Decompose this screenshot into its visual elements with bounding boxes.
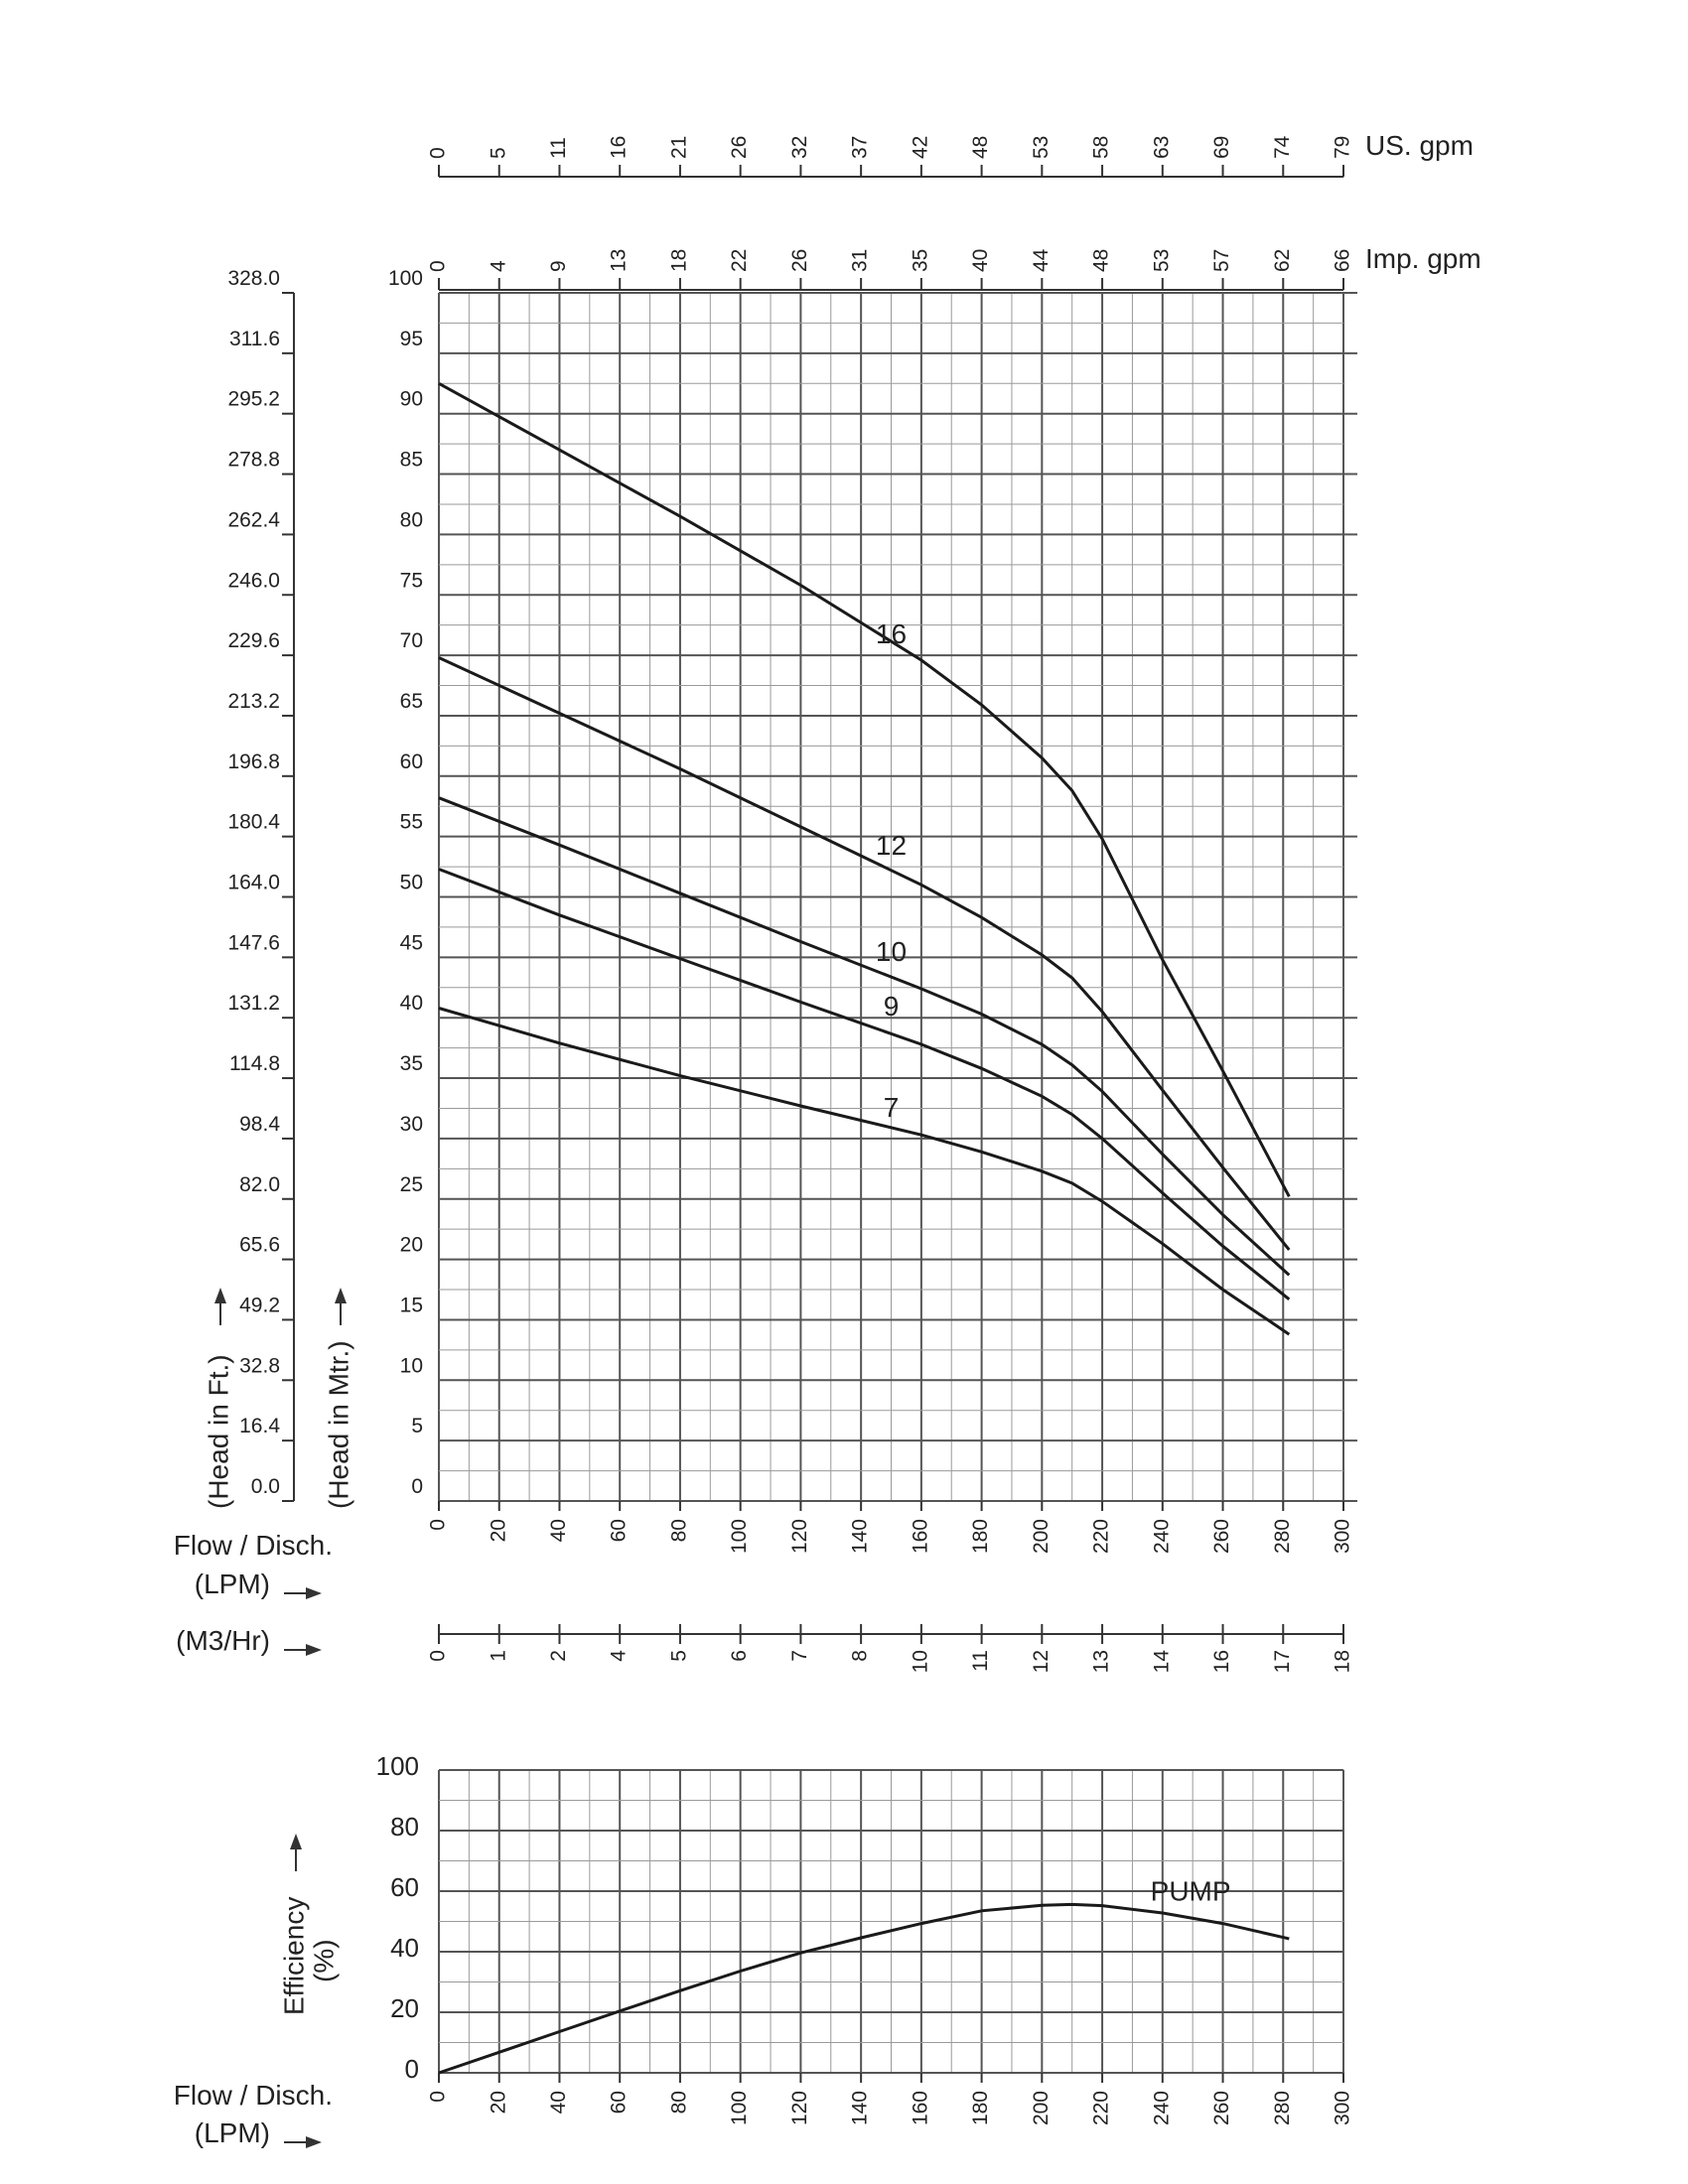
- flow-m3hr-tick-label: 5: [667, 1650, 691, 1662]
- us-gpm-tick-label: 16: [607, 135, 631, 159]
- imp-gpm-tick-label: 66: [1331, 248, 1354, 272]
- head-ft-tick-label: 114.8: [229, 1052, 280, 1076]
- efficiency-flow-tick-label: 280: [1270, 2091, 1294, 2126]
- head-mtr-tick-label: 50: [399, 871, 423, 894]
- head-ft-tick-label: 196.8: [227, 750, 280, 773]
- head-ft-tick-label: 98.4: [239, 1112, 280, 1136]
- head-ft-tick-label: 295.2: [227, 387, 280, 411]
- head-ft-tick-label: 32.8: [239, 1354, 280, 1378]
- efficiency-flow-tick-label: 200: [1029, 2091, 1053, 2126]
- flow-m3hr-title: (M3/Hr): [176, 1625, 270, 1656]
- head-mtr-tick-label: 75: [399, 569, 423, 593]
- efficiency-flow-tick-label: 240: [1150, 2091, 1174, 2126]
- flow-axis-unit: (LPM): [194, 1569, 270, 1599]
- imp-gpm-tick-label: 31: [848, 248, 872, 272]
- flow-lpm-tick-label: 140: [848, 1519, 872, 1555]
- us-gpm-axis: [427, 130, 1474, 177]
- us-gpm-tick-label: 69: [1210, 135, 1234, 159]
- head-ft-tick-label: 213.2: [227, 689, 280, 713]
- flow-m3hr-tick-label: 17: [1270, 1650, 1294, 1674]
- us-gpm-tick-label: 11: [547, 137, 571, 159]
- head-mtr-tick-label: 60: [399, 750, 423, 773]
- head-ft-axis: [227, 267, 294, 1501]
- head-grid: [439, 293, 1357, 1501]
- head-mtr-axis: [388, 267, 423, 1498]
- efficiency-tick-label: 0: [404, 2053, 419, 2084]
- head-ft-tick-label: 82.0: [239, 1172, 280, 1196]
- imp-gpm-tick-label: 4: [487, 260, 510, 272]
- efficiency-flow-tick-label: 40: [547, 2091, 571, 2115]
- efficiency-flow-tick-label: 140: [848, 2091, 872, 2126]
- head-ft-title: (Head in Ft.): [203, 1354, 234, 1509]
- efficiency-flow-unit: (LPM): [194, 2117, 270, 2148]
- flow-m3hr-tick-label: 1: [487, 1650, 510, 1662]
- curve-label-10: 10: [875, 936, 908, 968]
- efficiency-flow-tick-label: 20: [487, 2091, 510, 2115]
- head-mtr-tick-label: 15: [399, 1294, 423, 1317]
- head-mtr-tick-label: 0: [411, 1475, 423, 1498]
- efficiency-flow-tick-label: 220: [1089, 2091, 1113, 2126]
- us-gpm-tick-label: 48: [969, 135, 993, 159]
- efficiency-flow-tick-label: 260: [1210, 2091, 1234, 2126]
- flow-m3hr-tick-label: 13: [1089, 1650, 1113, 1674]
- flow-lpm-tick-label: 100: [728, 1519, 752, 1555]
- head-ft-tick-label: 229.6: [227, 629, 280, 653]
- flow-m3hr-tick-label: 8: [848, 1650, 872, 1662]
- imp-gpm-tick-label: 53: [1150, 248, 1174, 272]
- efficiency-flow-arrow-head: [306, 2136, 322, 2148]
- curve-label-9: 9: [883, 990, 900, 1022]
- head-ft-arrow-head: [214, 1288, 226, 1303]
- efficiency-flow-title: Flow / Disch.: [173, 2080, 333, 2111]
- efficiency-tick-label: 20: [390, 1992, 419, 2023]
- curve-label-7: 7: [883, 1091, 900, 1123]
- efficiency-tick-label: 40: [390, 1932, 419, 1963]
- head-ft-tick-label: 0.0: [250, 1475, 280, 1498]
- flow-lpm-tick-label: 220: [1089, 1519, 1113, 1555]
- head-ft-tick-label: 49.2: [239, 1294, 280, 1317]
- us-gpm-tick-label: 42: [909, 135, 932, 159]
- flow-m3hr-tick-label: 4: [607, 1650, 631, 1662]
- flow-m3hr-arrow-head: [306, 1644, 322, 1656]
- imp-gpm-tick-label: 0: [426, 260, 450, 272]
- imp-gpm-tick-label: 44: [1029, 248, 1053, 272]
- flow-m3hr-tick-label: 7: [787, 1650, 811, 1662]
- head-ft-tick-label: 311.6: [229, 327, 280, 350]
- efficiency-flow-tick-label: 300: [1331, 2091, 1354, 2126]
- flow-m3hr-tick-label: 16: [1210, 1650, 1234, 1674]
- head-ft-tick-label: 328.0: [227, 267, 280, 290]
- head-mtr-title: (Head in Mtr.): [323, 1340, 354, 1509]
- imp-gpm-tick-label: 62: [1270, 248, 1294, 272]
- us-gpm-tick-label: 21: [667, 135, 691, 159]
- efficiency-unit: (%): [308, 1939, 340, 1982]
- imp-gpm-tick-label: 40: [969, 248, 993, 272]
- head-ft-tick-label: 246.0: [227, 569, 280, 593]
- flow-lpm-arrow-head: [306, 1587, 322, 1599]
- head-mtr-tick-label: 65: [399, 689, 423, 713]
- flow-lpm-tick-label: 160: [909, 1519, 932, 1555]
- head-ft-tick-label: 278.8: [227, 448, 280, 472]
- head-ft-tick-label: 180.4: [227, 810, 280, 834]
- flow-m3hr-tick-label: 10: [909, 1650, 932, 1674]
- imp-gpm-label: Imp. gpm: [1365, 243, 1481, 274]
- flow-lpm-tick-label: 20: [487, 1519, 510, 1543]
- imp-gpm-tick-label: 18: [667, 248, 691, 272]
- flow-lpm-tick-label: 300: [1331, 1519, 1354, 1555]
- curve-label-12: 12: [875, 829, 908, 861]
- head-ft-tick-label: 16.4: [239, 1415, 280, 1438]
- head-mtr-tick-label: 40: [399, 992, 423, 1016]
- head-mtr-arrow-head: [335, 1288, 347, 1303]
- head-mtr-tick-label: 35: [399, 1052, 423, 1076]
- flow-lpm-tick-label: 80: [667, 1519, 691, 1543]
- us-gpm-tick-label: 37: [848, 135, 872, 159]
- flow-lpm-tick-label: 40: [547, 1519, 571, 1543]
- us-gpm-label: US. gpm: [1365, 130, 1474, 161]
- efficiency-flow-tick-label: 0: [426, 2091, 450, 2103]
- flow-lpm-tick-label: 240: [1150, 1519, 1174, 1555]
- head-mtr-tick-label: 20: [399, 1233, 423, 1257]
- flow-axis-title: Flow / Disch.: [173, 1530, 333, 1561]
- head-ft-tick-label: 147.6: [227, 931, 280, 955]
- us-gpm-tick-label: 26: [728, 135, 752, 159]
- flow-lpm-tick-label: 120: [787, 1519, 811, 1555]
- head-ft-tick-label: 164.0: [227, 871, 280, 894]
- us-gpm-tick-label: 74: [1270, 135, 1294, 159]
- flow-m3hr-tick-label: 2: [547, 1650, 571, 1662]
- efficiency-arrow-head: [290, 1834, 302, 1849]
- head-ft-tick-label: 262.4: [227, 508, 280, 532]
- us-gpm-tick-label: 79: [1331, 135, 1354, 159]
- imp-gpm-tick-label: 35: [909, 248, 932, 272]
- flow-lpm-tick-label: 280: [1270, 1519, 1294, 1555]
- efficiency-flow-tick-label: 180: [969, 2091, 993, 2126]
- us-gpm-tick-label: 63: [1150, 135, 1174, 159]
- efficiency-tick-label: 60: [390, 1871, 419, 1902]
- head-mtr-tick-label: 55: [399, 810, 423, 834]
- flow-lpm-tick-label: 60: [607, 1519, 631, 1543]
- head-mtr-tick-label: 95: [399, 327, 423, 350]
- flow-m3hr-tick-label: 12: [1029, 1650, 1053, 1674]
- imp-gpm-axis: [427, 243, 1481, 290]
- efficiency-flow-tick-label: 120: [787, 2091, 811, 2126]
- flow-m3hr-tick-label: 6: [728, 1650, 752, 1662]
- flow-m3hr-tick-label: 14: [1150, 1650, 1174, 1674]
- flow-lpm-tick-label: 180: [969, 1519, 993, 1555]
- efficiency-curve-label: PUMP: [1150, 1875, 1231, 1907]
- imp-gpm-tick-label: 26: [787, 248, 811, 272]
- head-mtr-tick-label: 10: [399, 1354, 423, 1378]
- flow-lpm-tick-label: 260: [1210, 1519, 1234, 1555]
- us-gpm-tick-label: 58: [1089, 135, 1113, 159]
- flow-lpm-tick-label: 200: [1029, 1519, 1053, 1555]
- head-mtr-tick-label: 5: [411, 1415, 423, 1438]
- flow-lpm-axis: [427, 1501, 1354, 1554]
- head-mtr-tick-label: 90: [399, 387, 423, 411]
- head-mtr-tick-label: 70: [399, 629, 423, 653]
- us-gpm-tick-label: 53: [1029, 135, 1053, 159]
- flow-m3hr-tick-label: 11: [969, 1650, 993, 1672]
- flow-m3hr-tick-label: 0: [426, 1650, 450, 1662]
- head-mtr-tick-label: 80: [399, 508, 423, 532]
- flow-m3hr-axis: [427, 1624, 1354, 1673]
- us-gpm-tick-label: 32: [787, 135, 811, 159]
- efficiency-flow-tick-label: 60: [607, 2091, 631, 2115]
- efficiency-tick-label: 100: [375, 1750, 419, 1781]
- head-mtr-tick-label: 25: [399, 1172, 423, 1196]
- flow-lpm-tick-label: 0: [426, 1519, 450, 1531]
- efficiency-tick-label: 80: [390, 1811, 419, 1842]
- efficiency-flow-tick-label: 160: [909, 2091, 932, 2126]
- flow-m3hr-tick-label: 18: [1331, 1650, 1354, 1674]
- curve-label-16: 16: [875, 617, 908, 649]
- imp-gpm-tick-label: 13: [607, 248, 631, 272]
- us-gpm-tick-label: 5: [487, 147, 510, 159]
- imp-gpm-tick-label: 48: [1089, 248, 1113, 272]
- head-mtr-tick-label: 45: [399, 931, 423, 955]
- head-mtr-tick-label: 30: [399, 1112, 423, 1136]
- head-ft-tick-label: 65.6: [239, 1233, 280, 1257]
- imp-gpm-tick-label: 57: [1210, 248, 1234, 272]
- us-gpm-tick-label: 0: [426, 147, 450, 159]
- imp-gpm-tick-label: 22: [728, 248, 752, 272]
- head-mtr-tick-label: 100: [387, 267, 423, 290]
- efficiency-title: Efficiency: [278, 1896, 310, 2015]
- efficiency-flow-tick-label: 80: [667, 2091, 691, 2115]
- head-ft-tick-label: 131.2: [227, 992, 280, 1016]
- head-mtr-tick-label: 85: [399, 448, 423, 472]
- imp-gpm-tick-label: 9: [547, 260, 571, 272]
- efficiency-flow-tick-label: 100: [728, 2091, 752, 2126]
